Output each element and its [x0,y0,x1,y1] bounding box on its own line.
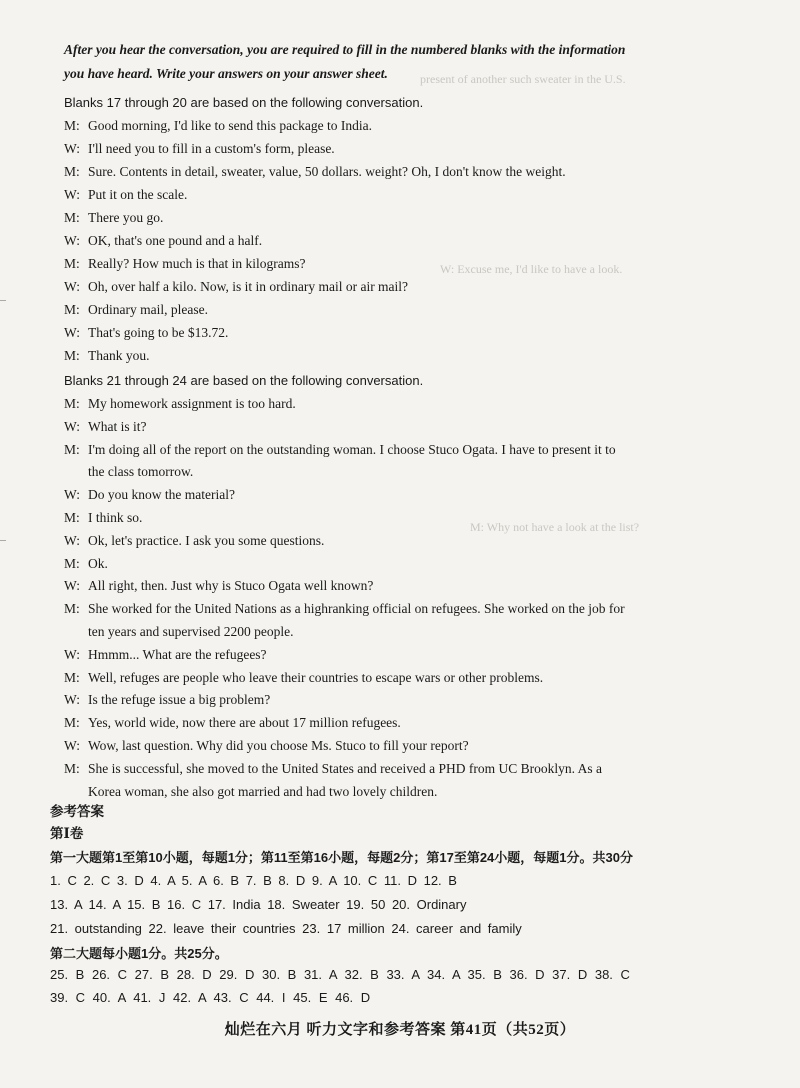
dialogue-text: Really? How much is that in kilograms? [88,256,306,271]
part2-scoring: 第二大题每小题1分。共25分。 [50,946,228,961]
speaker-label: W: [64,646,80,662]
dialogue-text: Ok. [88,555,108,571]
speaker-label: W: [64,738,80,753]
speaker-label: M: [64,210,80,225]
answer-row: 25. B 26. C 27. B 28. D 29. D 30. B 31. A 32. B 33. A 34. A 35. B 36. D 37. D 38. C [50,967,630,982]
dialogue-text: She is successful, she moved to the United States and received a PHD from UC Brooklyn. As a [88,760,603,776]
section-heading: Blanks 21 through 24 are based on the following conversation. [64,373,424,388]
instruction-line: After you hear the conversation, you are required to fill in the numbered blanks with the information [64,42,626,57]
answer-row: 21. outstanding 22. leave their countries 23. 17 million 24. career and family [50,921,522,936]
speaker-label: M: [64,715,80,731]
dialogue-text: Wow, last question. Why did you choose Ms. Stuco to fill your report? [88,738,469,753]
dialogue-line [64,348,150,364]
dialogue-text: Yes, world wide, now there are about 17 million refugees. [88,715,401,731]
dialogue-text: Put it on the scale. [88,187,188,202]
dialogue-line [64,302,208,318]
dialogue-line [64,419,146,435]
dialogue-text: Hmmm... What are the refugees? [88,646,267,662]
dialogue-line [64,761,602,777]
part1-scoring: 第一大题第1至第10小题，每题1分；第11至第16小题，每题2分；第17至第24小题，每题1分。共30分 [50,850,633,865]
answer-row: 39. C 40. A 41. J 42. A 43. C 44. I 45. E 46. D [50,990,371,1005]
speaker-label: W: [64,233,80,248]
speaker-label: M: [64,396,80,411]
dialogue-text: Is the refuge issue a big problem? [88,692,271,708]
speaker-label: W: [64,279,80,294]
part1-title: 第Ⅰ卷 [50,826,84,841]
speaker-label: M: [64,256,80,271]
speaker-label: W: [64,187,80,202]
dialogue-line [64,601,625,617]
dialogue-text: I'm doing all of the report on the outstanding woman. I choose Stuco Ogata. I have to present it to [88,441,616,457]
show-through-text: M: Why not have a look at the list? [470,520,640,534]
dialogue-line [88,464,193,480]
dialogue-line [64,647,267,663]
dialogue-line [64,118,372,134]
speaker-label: M: [64,510,80,525]
dialogue-line [64,210,163,226]
speaker-label: M: [64,118,80,133]
answer-row: 13. A 14. A 15. B 16. C 17. India 18. Sweater 19. 50 20. Ordinary [50,897,467,912]
dialogue-line [64,325,228,341]
speaker-label: W: [64,578,80,594]
speaker-label: M: [64,164,80,179]
dialogue-line [64,556,108,572]
speaker-label: M: [64,348,80,363]
page-footer: 灿烂在六月 听力文字和参考答案 第41页（共52页） [224,1022,576,1038]
dialogue-text: Ordinary mail, please. [88,302,208,317]
instruction-line: you have heard. Write your answers on your answer sheet. [64,66,388,81]
dialogue-line [64,578,373,594]
margin-mark [0,540,6,541]
answers-title: 参考答案 [50,804,104,819]
speaker-label: M: [64,555,80,571]
dialogue-text: Oh, over half a kilo. Now, is it in ordinary mail or air mail? [88,279,409,294]
dialogue-line [64,510,142,526]
dialogue-text: My homework assignment is too hard. [88,396,296,411]
dialogue-line [64,164,566,180]
dialogue-line [64,692,270,708]
speaker-label: W: [64,487,80,503]
speaker-label: W: [64,692,80,708]
dialogue-line [64,533,324,549]
dialogue-line [88,624,293,640]
dialogue-line [64,187,187,203]
dialogue-line [64,396,296,412]
answer-row: 1. C 2. C 3. D 4. A 5. A 6. B 7. B 8. D 9. A 10. C 11. D 12. B [50,873,457,888]
speaker-label: W: [64,418,80,434]
speaker-label: M: [64,601,80,617]
dialogue-text: I think so. [88,510,143,525]
dialogue-line [88,784,437,800]
speaker-label: W: [64,532,80,548]
section-heading: Blanks 17 through 20 are based on the following conversation. [64,95,424,110]
dialogue-text: the class tomorrow. [88,464,194,480]
dialogue-text: Good morning, I'd like to send this package to India. [88,118,373,133]
dialogue-line [64,715,401,731]
speaker-label: M: [64,760,80,776]
dialogue-line [64,279,408,295]
show-through-text: present of another such sweater in the U.S. [420,72,626,86]
dialogue-line [64,670,543,686]
speaker-label: M: [64,302,80,317]
speaker-label: W: [64,141,80,156]
dialogue-line [64,487,235,503]
dialogue-text: ten years and supervised 2200 people. [88,624,294,639]
dialogue-line [64,233,262,249]
dialogue-text: Sure. Contents in detail, sweater, value, 50 dollars. weight? Oh, I don't know the weight. [88,164,566,179]
speaker-label: M: [64,669,80,685]
dialogue-text: I'll need you to fill in a custom's form, please. [88,141,335,156]
dialogue-text: That's going to be $13.72. [88,325,229,340]
dialogue-text: There you go. [88,210,164,225]
dialogue-line [64,738,469,754]
dialogue-line [64,442,616,458]
dialogue-text: Do you know the material? [88,487,235,503]
dialogue-text: Ok, let's practice. I ask you some questions. [88,532,325,548]
dialogue-text: All right, then. Just why is Stuco Ogata well known? [88,578,374,594]
speaker-label: M: [64,441,80,457]
dialogue-text: Well, refuges are people who leave their countries to escape wars or other problems. [88,669,544,685]
dialogue-line [64,141,335,157]
show-through-text: W: Excuse me, I'd like to have a look. [440,262,623,276]
margin-mark [0,300,6,301]
dialogue-line [64,256,305,272]
dialogue-text: Korea woman, she also got married and had two lovely children. [88,783,438,799]
speaker-label: W: [64,325,80,340]
dialogue-text: OK, that's one pound and a half. [88,233,263,248]
dialogue-text: What is it? [88,418,147,434]
dialogue-text: She worked for the United Nations as a highranking official on refugees. She worked on the job for [88,601,625,617]
dialogue-text: Thank you. [88,348,150,363]
